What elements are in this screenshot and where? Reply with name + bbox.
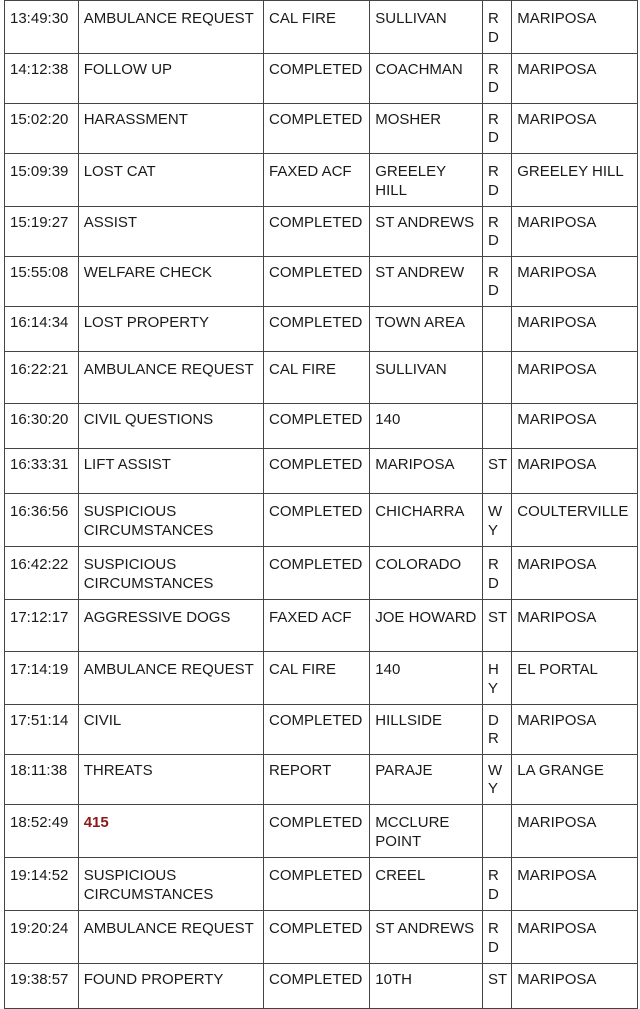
city-cell: LA GRANGE: [512, 755, 638, 805]
table-row: [5, 755, 638, 805]
time-cell: 16:30:20: [5, 404, 79, 449]
city-cell: MARIPOSA: [512, 600, 638, 652]
street-cell: JOE HOWARD: [370, 600, 483, 652]
city-cell: EL PORTAL: [512, 652, 638, 705]
street-suffix-cell: [482, 805, 511, 858]
time-cell: 18:11:38: [5, 755, 79, 805]
time-cell: 15:55:08: [5, 257, 79, 307]
table-row: [5, 154, 638, 207]
street-suffix-cell: RD: [482, 257, 511, 307]
street-cell: ST ANDREWS: [370, 207, 483, 257]
disposition-cell: COMPLETED: [264, 705, 370, 755]
time-cell: 16:14:34: [5, 307, 79, 352]
street-suffix-cell: WY: [482, 755, 511, 805]
table-row: [5, 858, 638, 911]
city-cell: MARIPOSA: [512, 705, 638, 755]
street-cell: GREELEY HILL: [370, 154, 483, 207]
street-cell: 10TH: [370, 964, 483, 1009]
disposition-cell: COMPLETED: [264, 104, 370, 154]
time-cell: 16:33:31: [5, 449, 79, 494]
city-cell: MARIPOSA: [512, 307, 638, 352]
disposition-cell: FAXED ACF: [264, 600, 370, 652]
city-cell: MARIPOSA: [512, 858, 638, 911]
street-suffix-cell: DR: [482, 705, 511, 755]
city-cell: GREELEY HILL: [512, 154, 638, 207]
street-suffix-cell: RD: [482, 154, 511, 207]
street-cell: MARIPOSA: [370, 449, 483, 494]
city-cell: MARIPOSA: [512, 104, 638, 154]
disposition-cell: COMPLETED: [264, 207, 370, 257]
call-type-cell: HARASSMENT: [78, 104, 263, 154]
call-type-cell: AMBULANCE REQUEST: [78, 911, 263, 964]
city-cell: MARIPOSA: [512, 964, 638, 1009]
street-cell: SULLIVAN: [370, 352, 483, 404]
table-row: [5, 449, 638, 494]
street-suffix-cell: ST: [482, 964, 511, 1009]
call-type-cell: ASSIST: [78, 207, 263, 257]
table-row: [5, 104, 638, 154]
time-cell: 16:42:22: [5, 547, 79, 600]
table-row: [5, 352, 638, 404]
table-row: [5, 705, 638, 755]
call-type-cell: LIFT ASSIST: [78, 449, 263, 494]
time-cell: 19:14:52: [5, 858, 79, 911]
call-type-cell: WELFARE CHECK: [78, 257, 263, 307]
time-cell: 16:36:56: [5, 494, 79, 547]
disposition-cell: COMPLETED: [264, 449, 370, 494]
call-type-cell: THREATS: [78, 755, 263, 805]
street-cell: SULLIVAN: [370, 1, 483, 54]
disposition-cell: COMPLETED: [264, 494, 370, 547]
disposition-cell: CAL FIRE: [264, 1, 370, 54]
street-suffix-cell: [482, 404, 511, 449]
street-suffix-cell: RD: [482, 911, 511, 964]
street-suffix-cell: [482, 307, 511, 352]
call-type-cell: FOUND PROPERTY: [78, 964, 263, 1009]
disposition-cell: CAL FIRE: [264, 352, 370, 404]
call-type-cell-highlighted: 415: [78, 805, 263, 858]
table-row: [5, 494, 638, 547]
time-cell: 16:22:21: [5, 352, 79, 404]
time-cell: 17:14:19: [5, 652, 79, 705]
street-cell: ST ANDREWS: [370, 911, 483, 964]
street-cell: MOSHER: [370, 104, 483, 154]
table-row: [5, 307, 638, 352]
time-cell: 15:19:27: [5, 207, 79, 257]
table-row: [5, 911, 638, 964]
street-suffix-cell: WY: [482, 494, 511, 547]
street-suffix-cell: RD: [482, 54, 511, 104]
disposition-cell: COMPLETED: [264, 307, 370, 352]
city-cell: COULTERVILLE: [512, 494, 638, 547]
time-cell: 17:12:17: [5, 600, 79, 652]
time-cell: 14:12:38: [5, 54, 79, 104]
call-type-cell: LOST CAT: [78, 154, 263, 207]
street-suffix-cell: RD: [482, 104, 511, 154]
street-cell: COACHMAN: [370, 54, 483, 104]
street-cell: 140: [370, 404, 483, 449]
street-cell: 140: [370, 652, 483, 705]
table-row: [5, 547, 638, 600]
table-row: [5, 404, 638, 449]
disposition-cell: COMPLETED: [264, 964, 370, 1009]
disposition-cell: REPORT: [264, 755, 370, 805]
street-suffix-cell: RD: [482, 858, 511, 911]
time-cell: 19:20:24: [5, 911, 79, 964]
time-cell: 17:51:14: [5, 705, 79, 755]
call-type-cell: CIVIL: [78, 705, 263, 755]
city-cell: MARIPOSA: [512, 449, 638, 494]
city-cell: MARIPOSA: [512, 207, 638, 257]
table-row: [5, 652, 638, 705]
street-suffix-cell: RD: [482, 207, 511, 257]
street-suffix-cell: RD: [482, 1, 511, 54]
disposition-cell: COMPLETED: [264, 805, 370, 858]
table-row: [5, 257, 638, 307]
time-cell: 15:09:39: [5, 154, 79, 207]
disposition-cell: COMPLETED: [264, 911, 370, 964]
call-type-cell: FOLLOW UP: [78, 54, 263, 104]
call-type-cell: SUSPICIOUS CIRCUMSTANCES: [78, 858, 263, 911]
city-cell: MARIPOSA: [512, 1, 638, 54]
time-cell: 15:02:20: [5, 104, 79, 154]
street-cell: CREEL: [370, 858, 483, 911]
disposition-cell: COMPLETED: [264, 547, 370, 600]
table-row: [5, 1, 638, 54]
street-suffix-cell: ST: [482, 449, 511, 494]
call-type-cell: SUSPICIOUS CIRCUMSTANCES: [78, 494, 263, 547]
street-suffix-cell: HY: [482, 652, 511, 705]
city-cell: MARIPOSA: [512, 54, 638, 104]
table-row: [5, 964, 638, 1009]
street-cell: CHICHARRA: [370, 494, 483, 547]
table-row: [5, 54, 638, 104]
call-log-body: [5, 1, 638, 1009]
table-row: [5, 600, 638, 652]
call-log-table: [4, 0, 638, 1009]
disposition-cell: COMPLETED: [264, 858, 370, 911]
table-row: [5, 207, 638, 257]
disposition-cell: FAXED ACF: [264, 154, 370, 207]
street-cell: TOWN AREA: [370, 307, 483, 352]
call-type-cell: AGGRESSIVE DOGS: [78, 600, 263, 652]
disposition-cell: CAL FIRE: [264, 652, 370, 705]
disposition-cell: COMPLETED: [264, 404, 370, 449]
street-cell: COLORADO: [370, 547, 483, 600]
street-cell: ST ANDREW: [370, 257, 483, 307]
call-type-cell: AMBULANCE REQUEST: [78, 1, 263, 54]
street-suffix-cell: ST: [482, 600, 511, 652]
disposition-cell: COMPLETED: [264, 257, 370, 307]
city-cell: MARIPOSA: [512, 911, 638, 964]
call-type-cell: SUSPICIOUS CIRCUMSTANCES: [78, 547, 263, 600]
disposition-cell: COMPLETED: [264, 54, 370, 104]
city-cell: MARIPOSA: [512, 404, 638, 449]
city-cell: MARIPOSA: [512, 257, 638, 307]
call-type-cell: LOST PROPERTY: [78, 307, 263, 352]
call-type-cell: AMBULANCE REQUEST: [78, 652, 263, 705]
city-cell: MARIPOSA: [512, 805, 638, 858]
street-cell: PARAJE: [370, 755, 483, 805]
time-cell: 19:38:57: [5, 964, 79, 1009]
city-cell: MARIPOSA: [512, 352, 638, 404]
call-type-cell: CIVIL QUESTIONS: [78, 404, 263, 449]
street-suffix-cell: RD: [482, 547, 511, 600]
street-suffix-cell: [482, 352, 511, 404]
street-cell: HILLSIDE: [370, 705, 483, 755]
time-cell: 18:52:49: [5, 805, 79, 858]
table-row: [5, 805, 638, 858]
city-cell: MARIPOSA: [512, 547, 638, 600]
time-cell: 13:49:30: [5, 1, 79, 54]
call-type-cell: AMBULANCE REQUEST: [78, 352, 263, 404]
street-cell: MCCLURE POINT: [370, 805, 483, 858]
